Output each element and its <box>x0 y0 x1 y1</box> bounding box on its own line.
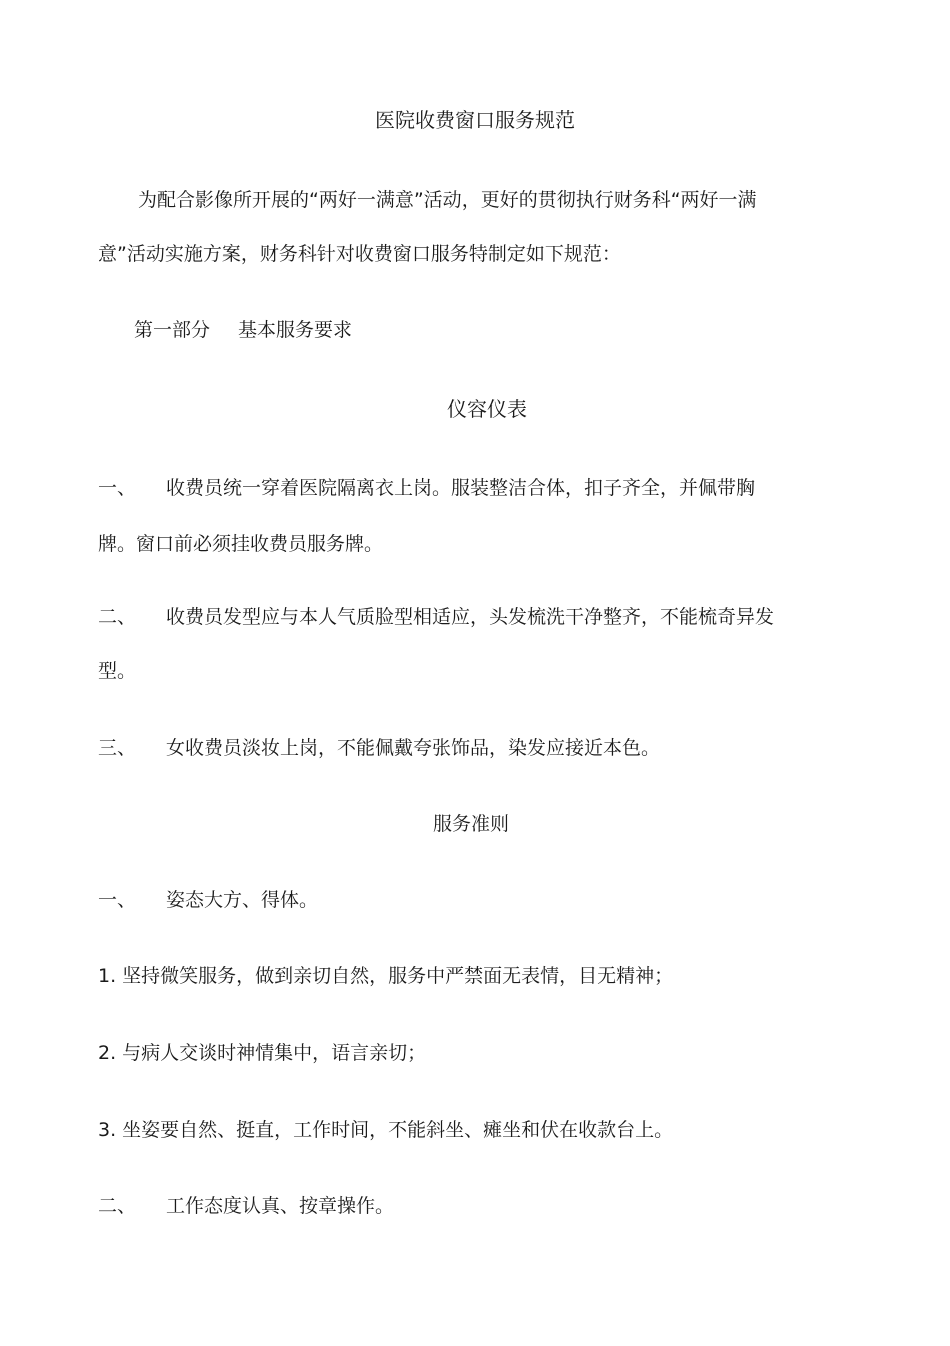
list-item <box>0 1197 950 1219</box>
item-number: 二、 <box>98 1195 137 1217</box>
sub-item: 3. 坐姿要自然、挺直，工作时间，不能斜坐、瘫坐和伏在收款台上。 <box>98 1119 674 1141</box>
item-text: 收费员发型应与本人气质脸型相适应，头发梳洗干净整齐，不能梳奇异发 <box>166 606 775 628</box>
item-number: 一、 <box>98 889 137 911</box>
list-item <box>0 479 950 501</box>
document-title: 医院收费窗口服务规范 <box>375 108 575 132</box>
part-title: 基本服务要求 <box>238 319 353 341</box>
item-text: 女收费员淡妆上岗，不能佩戴夸张饰品，染发应接近本色。 <box>166 737 661 759</box>
item-text: 工作态度认真、按章操作。 <box>166 1195 395 1217</box>
item-number: 三、 <box>98 737 137 759</box>
item-continuation: 牌。窗口前必须挂收费员服务牌。 <box>98 533 384 555</box>
item-continuation: 型。 <box>98 660 137 682</box>
item-text: 姿态大方、得体。 <box>166 889 319 911</box>
sub-item: 1. 坚持微笑服务，做到亲切自然，服务中严禁面无表情，目无精神； <box>98 965 674 987</box>
item-number: 一、 <box>98 477 137 499</box>
list-item <box>0 608 950 630</box>
intro-line-1: 为配合影像所开展的“两好一满意”活动，更好的贯彻执行财务科“两好一满 <box>138 189 757 211</box>
section-heading-appearance: 仪容仪表 <box>447 397 527 421</box>
section-heading-service: 服务准则 <box>433 813 510 835</box>
part-label: 第一部分 <box>134 319 211 341</box>
item-number: 二、 <box>98 606 137 628</box>
list-item <box>0 739 950 761</box>
item-text: 收费员统一穿着医院隔离衣上岗。服装整洁合体，扣子齐全，并佩带胸 <box>166 477 756 499</box>
list-item <box>0 891 950 913</box>
sub-item: 2. 与病人交谈时神情集中，语言亲切； <box>98 1042 427 1064</box>
intro-line-2: 意”活动实施方案，财务科针对收费窗口服务特制定如下规范： <box>98 243 621 265</box>
